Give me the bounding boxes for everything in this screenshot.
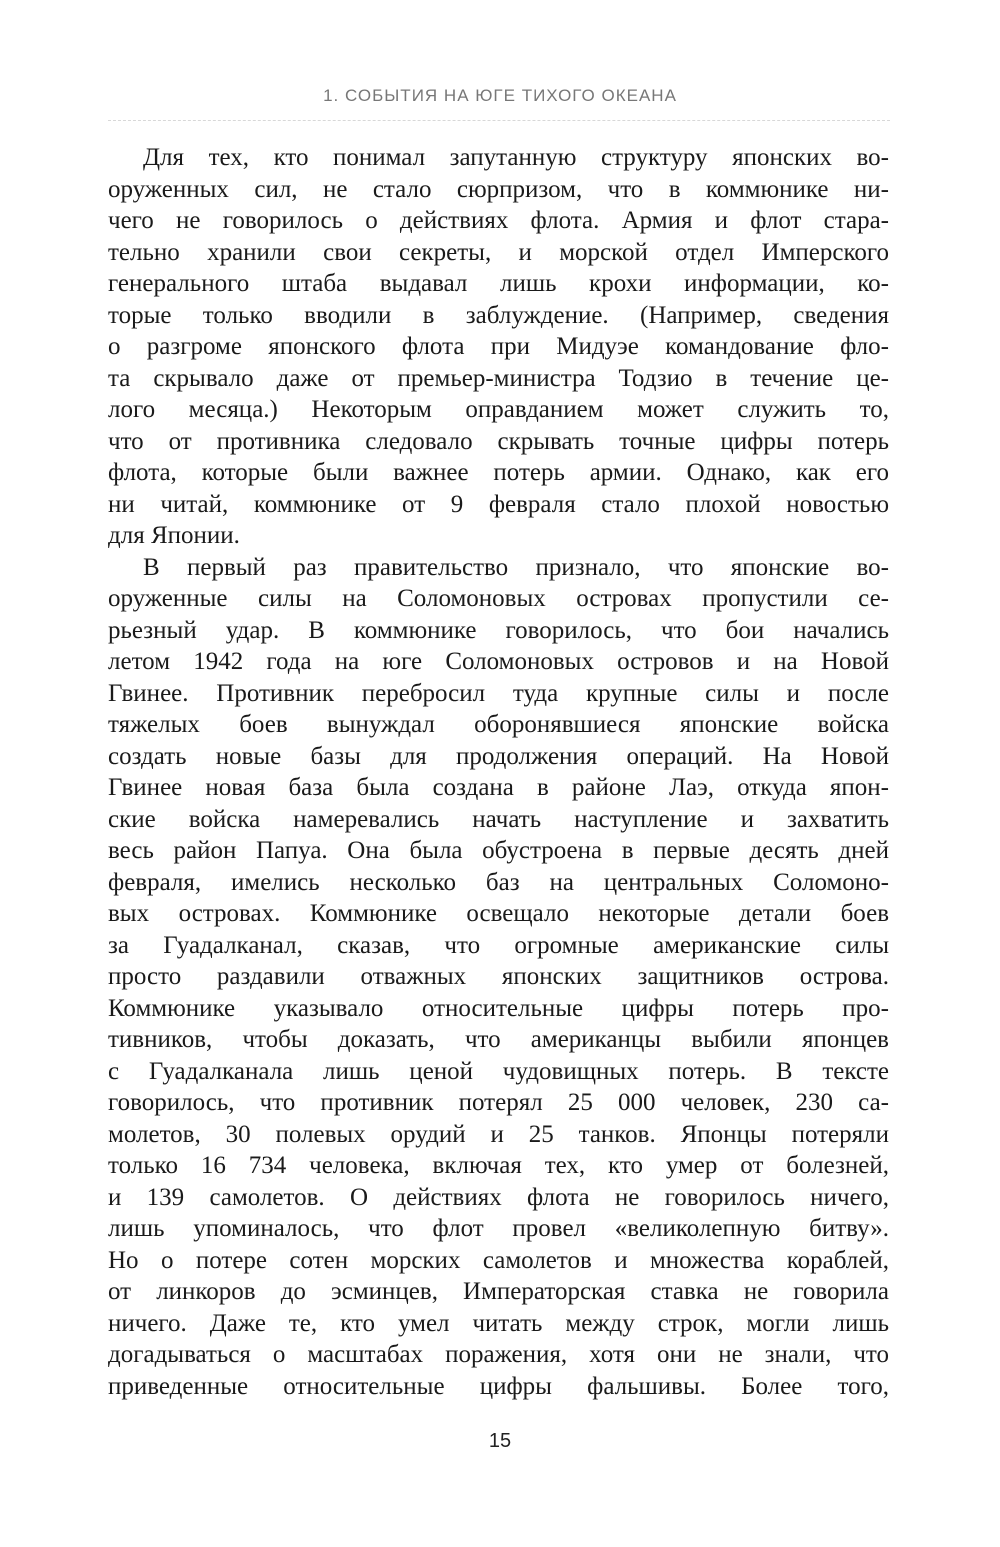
- text-line: говорилось, что противник потерял 25 000 человек, 230 са-: [108, 1089, 889, 1116]
- text-line: Для тех, кто понимал запутанную структуру японских во-: [143, 144, 889, 171]
- text-line: тивников, чтобы доказать, что американцы выбили японцев: [108, 1026, 889, 1053]
- header-divider: [108, 120, 890, 121]
- text-line: о разгроме японского флота при Мидуэе командование фло-: [108, 333, 889, 360]
- text-line: просто раздавили отважных японских защитников острова.: [108, 963, 889, 990]
- text-line: приведенные относительные цифры фальшивы. Более того,: [108, 1372, 889, 1400]
- text-line: генерального штаба выдавал лишь крохи информации, ко-: [108, 270, 889, 297]
- text-line: флота, которые были важнее потерь армии. Однако, как его: [108, 459, 889, 486]
- text-line: февраля, имелись несколько баз на центральных Соломоно-: [108, 868, 889, 896]
- text-line: Но о потере сотен морских самолетов и множества кораблей,: [108, 1246, 889, 1274]
- text-line: В первый раз правительство признало, что японские во-: [143, 553, 889, 581]
- text-line: оруженные силы на Соломоновых островах пропустили се-: [108, 585, 889, 612]
- text-line: вых островах. Коммюнике освещало некоторые детали боев: [108, 900, 889, 927]
- text-line: для Японии.: [108, 522, 240, 549]
- text-line: оруженных сил, не стало сюрпризом, что в коммюнике ни-: [108, 175, 889, 203]
- text-line: лого месяца.) Некоторым оправданием может служить то,: [108, 396, 889, 423]
- text-line: лишь упоминалось, что флот провел «великолепную битву».: [108, 1215, 889, 1242]
- text-line: с Гуадалканала лишь ценой чудовищных потерь. В тексте: [108, 1057, 889, 1085]
- text-line: от линкоров до эсминцев, Императорская ставка не говорила: [108, 1278, 889, 1305]
- text-line: Гвинее. Противник перебросил туда крупные силы и после: [108, 679, 889, 707]
- text-line: только 16 734 человека, включая тех, кто умер от болезней,: [108, 1152, 889, 1179]
- paragraph: [108, 552, 889, 1403]
- text-line: Гвинее новая база была создана в районе Лаэ, откуда япон-: [108, 774, 889, 801]
- text-line: ни читай, коммюнике от 9 февраля стало плохой новостью: [108, 490, 889, 518]
- text-line: за Гуадалканал, сказав, что огромные американские силы: [108, 931, 889, 959]
- running-header: 1. СОБЫТИЯ НА ЮГЕ ТИХОГО ОКЕАНА: [323, 86, 677, 105]
- text-line: тяжелых боев вынуждал оборонявшиеся японские войска: [108, 711, 889, 738]
- text-line: весь район Папуа. Она была обустроена в первые десять дней: [108, 837, 889, 864]
- text-line: чего не говорилось о действиях флота. Армия и флот стара-: [108, 207, 889, 234]
- page-body: [108, 142, 889, 1402]
- text-line: молетов, 30 полевых орудий и 25 танков. Японцы потеряли: [108, 1120, 889, 1148]
- text-line: летом 1942 года на юге Соломоновых островов и на Новой: [108, 648, 889, 675]
- text-line: что от противника следовало скрывать точные цифры потерь: [108, 427, 889, 455]
- text-line: рьезный удар. В коммюнике говорилось, что бои начались: [108, 616, 889, 644]
- text-line: догадываться о масштабах поражения, хотя они не знали, что: [108, 1341, 889, 1368]
- paragraph: [108, 142, 889, 552]
- text-line: создать новые базы для продолжения операций. На Новой: [108, 742, 889, 770]
- text-line: ничего. Даже те, кто умел читать между строк, могли лишь: [108, 1309, 889, 1337]
- text-line: та скрывало даже от премьер-министра Тодзио в течение це-: [108, 364, 889, 392]
- text-line: тельно хранили свои секреты, и морской отдел Имперского: [108, 238, 889, 266]
- text-line: и 139 самолетов. О действиях флота не говорилось ничего,: [108, 1183, 889, 1211]
- page-number: 15: [488, 1430, 512, 1452]
- text-line: Коммюнике указывало относительные цифры потерь про-: [108, 994, 889, 1022]
- text-line: торые только вводили в заблуждение. (Например, сведения: [108, 301, 889, 329]
- text-line: ские войска намеревались начать наступление и захватить: [108, 805, 889, 833]
